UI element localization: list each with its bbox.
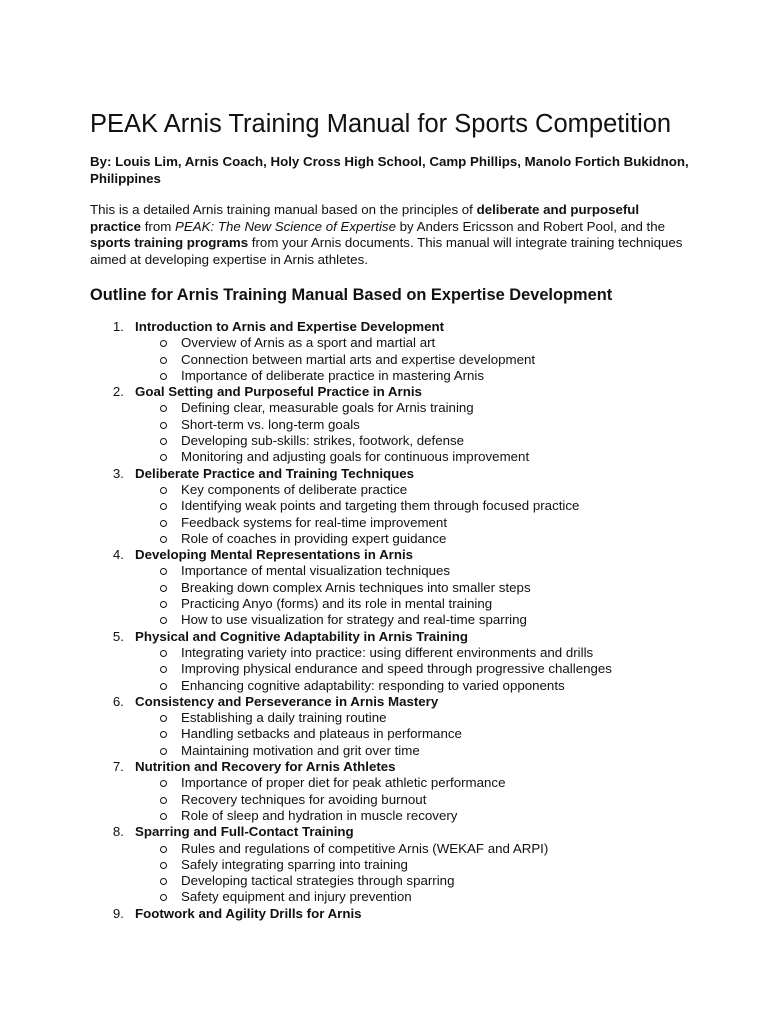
section-title: Nutrition and Recovery for Arnis Athletes bbox=[135, 759, 396, 775]
outline-heading: Outline for Arnis Training Manual Based on Expertise Development bbox=[90, 286, 613, 304]
section-title: Goal Setting and Purposeful Practice in Arnis bbox=[135, 384, 422, 400]
hollow-circle-bullet-icon bbox=[160, 568, 167, 575]
bullet-text: Feedback systems for real-time improvement bbox=[181, 514, 448, 530]
bullet-text: Establishing a daily training routine bbox=[181, 710, 387, 726]
bullet-text: Handling setbacks and plateaus in performance bbox=[181, 726, 462, 742]
bullet-item bbox=[90, 368, 710, 384]
bullet-text: Improving physical endurance and speed through progressive challenges bbox=[181, 661, 612, 677]
bullet-item bbox=[90, 645, 710, 661]
section-heading-row bbox=[90, 824, 710, 840]
author-byline: By: Louis Lim, Arnis Coach, Holy Cross High School, Camp Phillips, Manolo Fortich Bukidnon, Philippines bbox=[90, 154, 689, 186]
hollow-circle-bullet-icon bbox=[160, 617, 167, 624]
hollow-circle-bullet-icon bbox=[160, 683, 167, 690]
intro-paragraph bbox=[90, 202, 690, 268]
bullet-text: Safely integrating sparring into training bbox=[181, 856, 408, 872]
bullet-text: Monitoring and adjusting goals for continuous improvement bbox=[181, 449, 530, 465]
section-title: Physical and Cognitive Adaptability in Arnis Training bbox=[135, 628, 468, 644]
hollow-circle-bullet-icon bbox=[160, 357, 167, 364]
section-title: Sparring and Full-Contact Training bbox=[135, 824, 354, 840]
outline-section bbox=[90, 384, 710, 465]
bullet-text: Key components of deliberate practice bbox=[181, 481, 408, 497]
bullet-item bbox=[90, 563, 710, 579]
outline-section bbox=[90, 759, 710, 824]
section-heading-row bbox=[90, 319, 710, 335]
bullet-text: Identifying weak points and targeting them through focused practice bbox=[181, 498, 580, 514]
bullet-list bbox=[90, 563, 710, 628]
bullet-item bbox=[90, 710, 710, 726]
bullet-item bbox=[90, 678, 710, 694]
bullet-text: Breaking down complex Arnis techniques into smaller steps bbox=[181, 579, 531, 595]
bullet-text: Defining clear, measurable goals for Arnis training bbox=[181, 400, 474, 416]
hollow-circle-bullet-icon bbox=[160, 536, 167, 543]
hollow-circle-bullet-icon bbox=[160, 862, 167, 869]
bullet-item bbox=[90, 335, 710, 351]
outline-section bbox=[90, 906, 710, 922]
intro-text: from bbox=[141, 218, 175, 234]
bullet-list bbox=[90, 841, 710, 906]
hollow-circle-bullet-icon bbox=[160, 601, 167, 608]
bullet-list bbox=[90, 400, 710, 465]
hollow-circle-bullet-icon bbox=[160, 894, 167, 901]
bullet-list bbox=[90, 710, 710, 759]
hollow-circle-bullet-icon bbox=[160, 503, 167, 510]
bullet-text: Short-term vs. long-term goals bbox=[181, 416, 360, 432]
section-title: Consistency and Perseverance in Arnis Mastery bbox=[135, 693, 439, 709]
bullet-text: Importance of proper diet for peak athletic performance bbox=[181, 775, 506, 791]
bullet-text: Developing sub-skills: strikes, footwork, defense bbox=[181, 433, 465, 449]
bullet-item bbox=[90, 400, 710, 416]
hollow-circle-bullet-icon bbox=[160, 340, 167, 347]
bullet-text: Overview of Arnis as a sport and martial art bbox=[181, 335, 436, 351]
bullet-item bbox=[90, 531, 710, 547]
section-title: Introduction to Arnis and Expertise Development bbox=[135, 319, 445, 334]
hollow-circle-bullet-icon bbox=[160, 846, 167, 853]
section-title: Footwork and Agility Drills for Arnis bbox=[135, 905, 362, 921]
section-number: 7. bbox=[112, 759, 124, 775]
bullet-text: Importance of mental visualization techniques bbox=[181, 563, 451, 579]
section-heading-row bbox=[90, 759, 710, 775]
bullet-item bbox=[90, 857, 710, 873]
bullet-text: Developing tactical strategies through sparring bbox=[181, 873, 455, 889]
bullet-item bbox=[90, 417, 710, 433]
outline-section bbox=[90, 466, 710, 547]
section-heading-row bbox=[90, 694, 710, 710]
outline-section bbox=[90, 694, 710, 759]
intro-text: This is a detailed Arnis training manual based on the principles of bbox=[90, 202, 477, 217]
hollow-circle-bullet-icon bbox=[160, 585, 167, 592]
bullet-item bbox=[90, 352, 710, 368]
section-number: 3. bbox=[112, 465, 124, 481]
hollow-circle-bullet-icon bbox=[160, 666, 167, 673]
bullet-item bbox=[90, 449, 710, 465]
hollow-circle-bullet-icon bbox=[160, 748, 167, 755]
hollow-circle-bullet-icon bbox=[160, 520, 167, 527]
section-number: 9. bbox=[112, 905, 124, 921]
bullet-list bbox=[90, 645, 710, 694]
section-number: 5. bbox=[112, 628, 124, 644]
intro-text: by Anders Ericsson and Robert Pool, and the bbox=[395, 218, 666, 234]
bullet-item bbox=[90, 596, 710, 612]
bullet-text: Role of coaches in providing expert guidance bbox=[181, 530, 447, 546]
bullet-item bbox=[90, 515, 710, 531]
section-heading-row bbox=[90, 466, 710, 482]
section-number: 4. bbox=[112, 547, 124, 563]
bullet-item bbox=[90, 743, 710, 759]
section-heading-row bbox=[90, 384, 710, 400]
bullet-item bbox=[90, 726, 710, 742]
hollow-circle-bullet-icon bbox=[160, 650, 167, 657]
bullet-list bbox=[90, 335, 710, 384]
hollow-circle-bullet-icon bbox=[160, 797, 167, 804]
bullet-item bbox=[90, 889, 710, 905]
hollow-circle-bullet-icon bbox=[160, 422, 167, 429]
outline-list bbox=[90, 319, 710, 922]
bullet-text: Rules and regulations of competitive Arnis (WEKAF and ARPI) bbox=[181, 840, 549, 856]
bullet-item bbox=[90, 792, 710, 808]
hollow-circle-bullet-icon bbox=[160, 405, 167, 412]
section-number: 2. bbox=[112, 384, 124, 400]
bullet-text: Importance of deliberate practice in mastering Arnis bbox=[181, 367, 485, 383]
bullet-text: Enhancing cognitive adaptability: responding to varied opponents bbox=[181, 677, 565, 693]
section-number: 6. bbox=[112, 693, 124, 709]
bullet-text: Safety equipment and injury prevention bbox=[181, 889, 412, 905]
bullet-item bbox=[90, 841, 710, 857]
hollow-circle-bullet-icon bbox=[160, 373, 167, 380]
bullet-text: Integrating variety into practice: using different environments and drills bbox=[181, 644, 594, 660]
bullet-item bbox=[90, 873, 710, 889]
bullet-text: Maintaining motivation and grit over time bbox=[181, 742, 420, 758]
bullet-text: Recovery techniques for avoiding burnout bbox=[181, 791, 427, 807]
bullet-item bbox=[90, 580, 710, 596]
bullet-item bbox=[90, 482, 710, 498]
section-title: Developing Mental Representations in Arnis bbox=[135, 547, 414, 563]
bullet-list bbox=[90, 482, 710, 547]
bullet-item bbox=[90, 612, 710, 628]
section-heading-row bbox=[90, 906, 710, 922]
outline-section bbox=[90, 547, 710, 628]
hollow-circle-bullet-icon bbox=[160, 780, 167, 787]
section-number: 8. bbox=[112, 824, 124, 840]
bullet-text: Role of sleep and hydration in muscle recovery bbox=[181, 807, 458, 823]
hollow-circle-bullet-icon bbox=[160, 487, 167, 494]
outline-section bbox=[90, 629, 710, 694]
hollow-circle-bullet-icon bbox=[160, 813, 167, 820]
intro-bold-text: sports training programs bbox=[90, 235, 249, 250]
section-heading-row bbox=[90, 629, 710, 645]
hollow-circle-bullet-icon bbox=[160, 715, 167, 722]
outline-section bbox=[90, 319, 710, 384]
bullet-text: Practicing Anyo (forms) and its role in mental training bbox=[181, 596, 493, 612]
intro-text: from your Arnis documents. This manual will integrate training techniques aimed at developing expertise in Arnis athletes. bbox=[90, 235, 683, 267]
hollow-circle-bullet-icon bbox=[160, 878, 167, 885]
bullet-text: Connection between martial arts and expertise development bbox=[181, 351, 536, 367]
intro-bold-text: deliberate and purposeful practice bbox=[90, 202, 640, 234]
section-title: Deliberate Practice and Training Techniques bbox=[135, 465, 415, 481]
bullet-text: How to use visualization for strategy and real-time sparring bbox=[181, 612, 527, 628]
bullet-item bbox=[90, 808, 710, 824]
bullet-item bbox=[90, 498, 710, 514]
hollow-circle-bullet-icon bbox=[160, 438, 167, 445]
bullet-item bbox=[90, 433, 710, 449]
bullet-item bbox=[90, 775, 710, 791]
document-title: PEAK Arnis Training Manual for Sports Competition bbox=[90, 110, 672, 138]
section-number: 1. bbox=[112, 319, 124, 334]
outline-section bbox=[90, 824, 710, 905]
hollow-circle-bullet-icon bbox=[160, 731, 167, 738]
bullet-item bbox=[90, 661, 710, 677]
bullet-list bbox=[90, 775, 710, 824]
hollow-circle-bullet-icon bbox=[160, 454, 167, 461]
intro-book-title: PEAK: The New Science of Expertise bbox=[174, 218, 396, 234]
section-heading-row bbox=[90, 547, 710, 563]
